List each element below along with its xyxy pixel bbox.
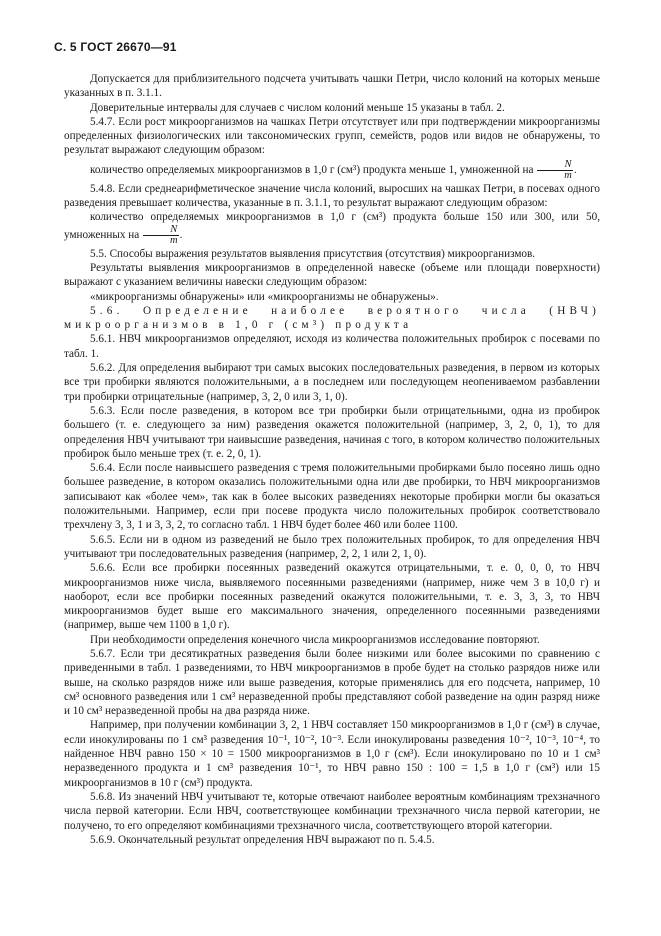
paragraph: 5.4.7. Если рост микроорганизмов на чашках Петри отсутствует или при подтверждении микроорганизмы определенных физиологических или таксономических групп, семейств, родов или видов не обнаружены, то результат выражают следующим образом:	[64, 115, 600, 157]
paragraph: 5.6.8. Из значений НВЧ учитывают те, которые отвечают наиболее вероятным комбинациям трехзначного числа первой категории. Если НВЧ, соответствующее комбинации трехзначного числа первой категории, не получено, то его определяют комбинациями трехзначного числа, соответствующего второй категории.	[64, 790, 600, 832]
paragraph: 5.5. Способы выражения результатов выявления присутствия (отсутствия) микроорганизмов.	[90, 247, 536, 260]
section-heading: 5.6. Определение наиболее вероятного числа (НВЧ) микроорганизмов в 1,0 г (см³) продукта	[64, 304, 600, 332]
paragraph: 5.6.2. Для определения выбирают три самых высоких последовательных разведения, в первом из которых все три пробирки являются положительными, а в последнем или последующем неопениваемом разбавлении три пробирки отрицательные (например, 3, 2, 0 или 3, 1, 0).	[64, 362, 600, 403]
paragraph: Результаты выявления микроорганизмов в определенной навеске (объеме или площади поверхности) выражают с указанием величины навески следующим образом:	[64, 261, 600, 289]
page-header: С. 5 ГОСТ 26670—91	[54, 40, 177, 54]
paragraph: 5.6.3. Если после разведения, в котором все три пробирки были отрицательными, одна из пробирок большего (т. е. следующего за ним) разведения окажется положительной (например, 3, 2, 0, 1), то для определения НВЧ учитывают три наивысшие разведения, начиная с того, в котором количество положительных пробирок было меньше трех (т. е. 2, 0, 1).	[64, 404, 600, 460]
paragraph: «микроорганизмы обнаружены» или «микроорганизмы не обнаружены».	[90, 290, 439, 303]
paragraph: Доверительные интервалы для случаев с числом колоний меньше 15 указаны в табл. 2.	[90, 101, 505, 114]
paragraph: 5.6.9. Окончательный результат определения НВЧ выражают по п. 5.4.5.	[90, 833, 435, 846]
paragraph: Допускается для приблизительного подсчета учитывать чашки Петри, число колоний на которых меньше указанных в п. 3.1.1.	[64, 73, 600, 100]
fraction-numerator: N	[143, 225, 179, 236]
paragraph: 5.4.8. Если среднеарифметическое значение числа колоний, выросших на чашках Петри, в посевах одного разведения превышает количества, указанные в п. 3.1.1, то результат выражают следующим образом:	[64, 182, 600, 210]
fraction-n-over-m	[143, 225, 179, 246]
paragraph: 5.6.6. Если все пробирки посеянных разведений окажутся отрицательными, т. е. 0, 0, 0, то НВЧ микроорганизмов ниже числа, выявляемого посеянными разведениями (например, ниже чем 3 в 10,0 г) и наоборот, если все пробирки посеянных разведений окажутся положительными, т. е. 3, 3, 3, то НВЧ микроорганизмов будет выше его максимального значения, определенного посеянными разведениями (например, выше чем 1100 в 1,0 г).	[64, 562, 600, 632]
fraction-denominator: m	[170, 234, 178, 246]
fraction-n-over-m	[537, 160, 573, 181]
document-body	[64, 72, 600, 847]
fraction-denominator: m	[564, 169, 572, 181]
paragraph: 5.6.5. Если ни в одном из разведений не было трех положительных пробирок, то для определения НВЧ учитывают три последовательных разведения (например, 2, 2, 1 или 2, 1, 0).	[64, 533, 600, 560]
fraction-numerator: N	[537, 160, 573, 171]
paragraph: 5.6.1. НВЧ микроорганизмов определяют, исходя из количества положительных пробирок с посевами по табл. 1.	[64, 333, 600, 360]
paragraph: 5.6.7. Если три десятикратных разведения были более низкими или более высокими по сравнению с приведенными в табл. 1 разведениями, то НВЧ микроорганизмов в пробе будет на столько разрядов ниже или выше, на сколько разрядов ниже или выше разведения, которые применялись для его подсчета, например, 10 см³ основного разведения или 1 см³ неразведенной пробы представляют собой разведение на один разряд ниже и 10 см³ неразведенной пробы на два разряда ниже.	[64, 647, 600, 718]
paragraph: 5.6.4. Если после наивысшего разведения с тремя положительными пробирками было посеяно лишь одно большее разведение, в котором оказались положительными одна или две пробирки, то НВЧ микроорганизмов записывают как «более чем», так как в более высоких разведениях некоторые пробирки могли бы оказаться положительными. Например, если при посеве продукта число положительных пробирок соответствовало трехчлену 3, 3, 1 и 3, 3, 2, то согласно табл. 1 НВЧ будет более 460 или более 1100.	[64, 462, 600, 532]
paragraph-text: количество определяемых микроорганизмов в 1,0 г (см³) продукта меньше 1, умноженной на	[90, 163, 534, 176]
paragraph-with-fraction: количество определяемых микроорганизмов в 1,0 г (см³) продукта меньше 1, умноженной на $\frac{N}{m}$ .	[90, 158, 577, 181]
paragraph: При необходимости определения конечного числа микроорганизмов исследование повторяют.	[90, 633, 540, 646]
paragraph-with-fraction: количество определяемых микроорганизмов в 1,0 г (см³) продукта больше 150 или 300, или 50, умноженных на $\frac{N}{m}$ .	[64, 211, 600, 246]
paragraph: Например, при получении комбинации 3, 2, 1 НВЧ составляет 150 микроорганизмов в 1,0 г (см³) в случае, если инокулированы по 1 см³ разведения 10⁻¹, 10⁻², 10⁻³. Если инокулированы разведения 10⁻², 10⁻³, 10⁻⁴, то найденное НВЧ равно 150 × 10 = 1500 микроорганизмов в 1,0 г (см³). Если инокулировано по 10 и 1 см³ неразведенного продукта и 1 см³ разведения 10⁻¹, то НВЧ равно 150 : 100 = 1,5 в 1,0 г (см³) или 15 микроорганизмов в 10 г (см³) продукта.	[64, 719, 600, 789]
paragraph-text: количество определяемых микроорганизмов в 1,0 г (см³) продукта больше 150 или 300, или 50, умноженных на	[64, 211, 600, 241]
